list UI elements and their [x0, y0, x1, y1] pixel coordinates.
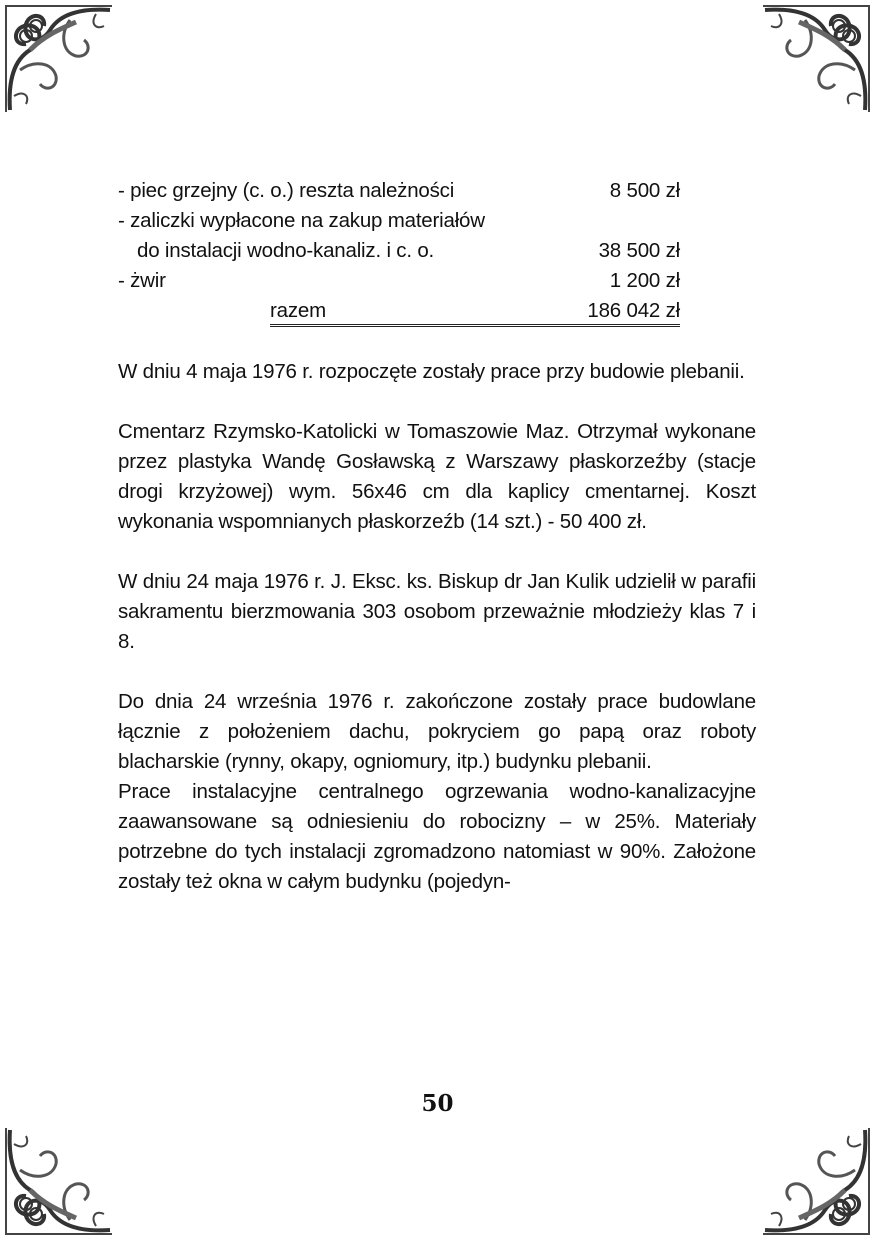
ledger-row	[118, 266, 680, 296]
corner-ornament-icon	[0, 0, 115, 115]
paragraph: Cmentarz Rzymsko-Katolicki w Tomaszowie Maz. Otrzymał wykonane przez plastyka Wandę Gosławską z Warszawy płaskorzeźby (stacje drogi krzyżowej) wym. 56x46 cm dla kaplicy cmentarnej. Koszt wykonania wspomnianych płaskorzeźb (14 szt.) - 50 400 zł.	[118, 420, 756, 533]
ledger-label: do instalacji wodno-kanaliz. i c. o.	[137, 239, 435, 262]
cost-ledger	[118, 176, 680, 327]
paragraph: W dniu 4 maja 1976 r. rozpoczęte zostały prace przy budowie plebanii.	[118, 360, 745, 383]
paragraph: Do dnia 24 września 1976 r. zakończone zostały prace budowlane łącznie z położeniem dachu, pokryciem go papą oraz roboty blacharskie (rynny, okapy, ogniomury, itp.) budynku plebanii.	[118, 690, 756, 773]
ledger-label: - zaliczki wypłacone na zakup materiałów	[118, 209, 485, 232]
paragraph: W dniu 24 maja 1976 r. J. Eksc. ks. Biskup dr Jan Kulik udzielił w parafii sakramentu bierzmowania 303 osobom przeważnie młodzieży klas 7 i 8.	[118, 570, 756, 653]
corner-ornament-icon	[760, 0, 875, 115]
ledger-amount: 8 500 zł	[609, 179, 680, 202]
total-amount: 186 042 zł	[587, 299, 680, 322]
ledger-amount: 38 500 zł	[598, 239, 680, 262]
page-body	[118, 176, 756, 897]
ledger-row	[118, 176, 680, 206]
ledger-amount: 1 200 zł	[609, 269, 680, 292]
ledger-label: - piec grzejny (c. o.) reszta należności	[118, 179, 455, 202]
paragraph: Prace instalacyjne centralnego ogrzewania wodno-kanalizacyjne zaawansowane są odniesieniu do robocizny – w 25%. Materiały potrzebne do tych instalacji zgromadzono natomiast w 90%. Założone zostały też okna w całym budynku (pojedyn-	[118, 780, 756, 893]
ledger-row	[118, 206, 680, 236]
total-label: razem	[270, 299, 326, 322]
ledger-total	[270, 296, 680, 327]
ledger-label: - żwir	[118, 269, 166, 292]
page-number: 50	[421, 1090, 454, 1117]
ledger-row	[118, 236, 680, 266]
corner-ornament-icon	[760, 1125, 875, 1240]
corner-ornament-icon	[0, 1125, 115, 1240]
